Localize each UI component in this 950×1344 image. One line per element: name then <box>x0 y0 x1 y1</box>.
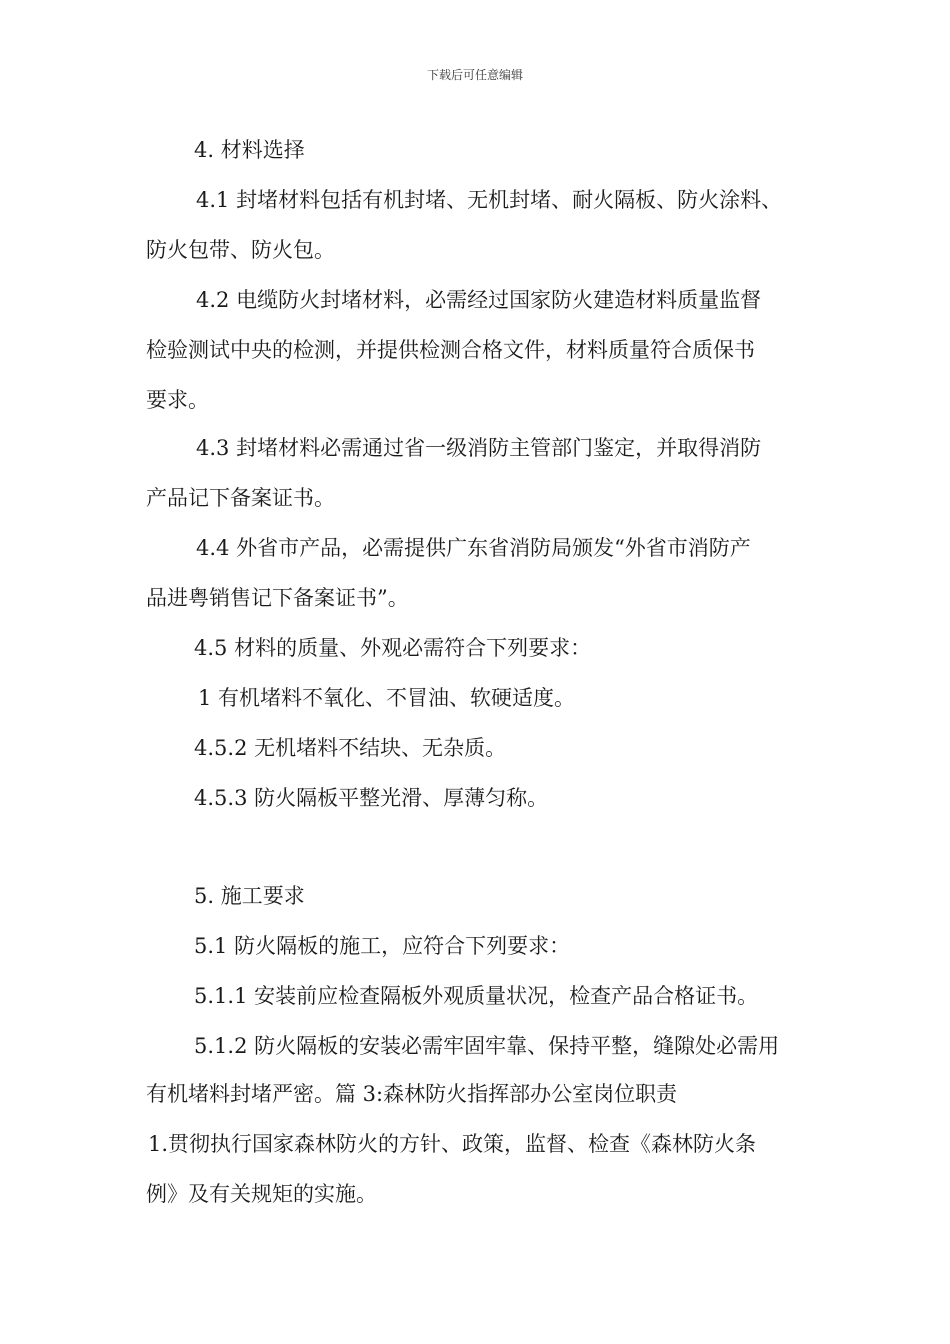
paragraph-line: 有机堵料封堵严密。篇 3:森林防火指挥部办公室岗位职责 <box>146 1082 678 1106</box>
section-heading-5: 5. 施工要求 <box>194 884 305 908</box>
paragraph-line: 4.5 材料的质量、外观必需符合下列要求： <box>194 636 592 660</box>
paragraph-line: 4.1 封堵材料包括有机封堵、无机封堵、耐火隔板、防火涂料、 <box>196 188 783 212</box>
paragraph-line: 5.1.1 安装前应检查隔板外观质量状况，检查产品合格证书。 <box>194 984 759 1008</box>
paragraph-line: 产品记下备案证书。 <box>146 486 335 510</box>
paragraph-line: 1 有机堵料不氧化、不冒油、软硬适度。 <box>198 686 576 710</box>
paragraph-line: 4.3 封堵材料必需通过省一级消防主管部门鉴定，并取得消防 <box>196 436 762 460</box>
paragraph-line: 1.贯彻执行国家森林防火的方针、政策，监督、检查《森林防火条 <box>148 1132 757 1156</box>
paragraph-line: 品进粤销售记下备案证书”。 <box>146 586 409 610</box>
section-heading-4: 4. 材料选择 <box>194 138 305 162</box>
paragraph-line: 5.1 防火隔板的施工，应符合下列要求： <box>194 934 571 958</box>
paragraph-line: 要求。 <box>146 388 209 412</box>
paragraph-line: 4.5.3 防火隔板平整光滑、厚薄匀称。 <box>194 786 549 810</box>
paragraph-line: 4.5.2 无机堵料不结块、无杂质。 <box>194 736 507 760</box>
paragraph-line: 4.4 外省市产品，必需提供广东省消防局颁发“外省市消防产 <box>196 536 751 560</box>
paragraph-line: 5.1.2 防火隔板的安装必需牢固牢靠、保持平整，缝隙处必需用 <box>194 1034 780 1058</box>
paragraph-line: 防火包带、防火包。 <box>146 238 335 262</box>
paragraph-line: 4.2 电缆防火封堵材料，必需经过国家防火建造材料质量监督 <box>196 288 762 312</box>
paragraph-line: 例》及有关规矩的实施。 <box>146 1182 377 1206</box>
paragraph-line: 检验测试中央的检测，并提供检测合格文件，材料质量符合质保书 <box>146 338 755 362</box>
page-header: 下载后可任意编辑 <box>426 68 523 82</box>
